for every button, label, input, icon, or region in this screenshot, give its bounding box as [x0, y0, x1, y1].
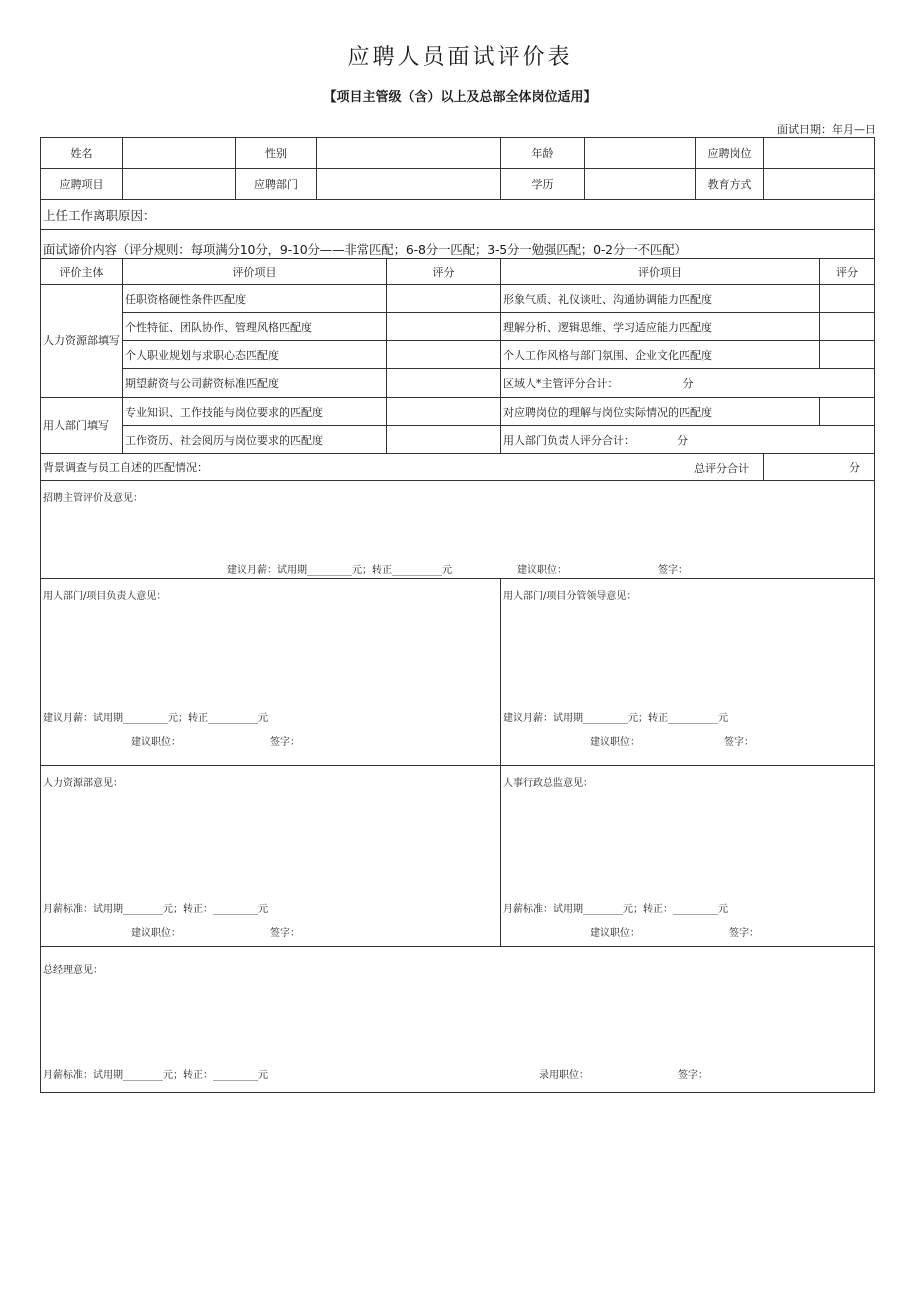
- hr-total-label: 区域人*主管评分合计：: [503, 377, 619, 390]
- header-score-right: 评分: [820, 259, 875, 285]
- hr-director-opinion[interactable]: [501, 766, 875, 947]
- hr-score-2[interactable]: [387, 313, 501, 341]
- dept-item-2: 工作资历、社会阅历与岗位要求的匹配度: [123, 426, 387, 454]
- hr-score-r2[interactable]: [820, 313, 875, 341]
- gm-opinion[interactable]: [41, 947, 875, 1093]
- dept-label: 应聘部门: [236, 169, 317, 200]
- evaluation-form: [40, 137, 875, 1093]
- dept-item-r1: 对应聘岗位的理解与岗位实际情况的匹配度: [501, 398, 820, 426]
- hr-score-3[interactable]: [387, 341, 501, 369]
- hr-item-4: 期望薪资与公司薪资标准匹配度: [123, 369, 387, 398]
- page-subtitle: 【项目主管级（含）以上及总部全体岗位适用】: [323, 90, 597, 105]
- header-item-left: 评价项目: [123, 259, 387, 285]
- hr-opinion-row: [41, 766, 875, 947]
- gm-sign: 签字：: [678, 1070, 708, 1081]
- hr-right-position: 建议职位：: [590, 928, 640, 939]
- hr-left-sign: 签字：: [270, 928, 300, 939]
- interview-date: 面试日期：年月—日: [777, 123, 876, 136]
- header-score-left: 评分: [387, 259, 501, 285]
- dept-right-salary: 建议月薪：试用期_________元；转正__________元: [503, 713, 728, 724]
- position-field[interactable]: [764, 138, 875, 169]
- dept-right-head: 用人部门/项目分管领导意见：: [503, 591, 637, 602]
- name-field[interactable]: [123, 138, 236, 169]
- edu-field[interactable]: [585, 169, 696, 200]
- project-label: 应聘项目: [41, 169, 123, 200]
- leave-reason-row: [41, 200, 875, 230]
- hr-score-4[interactable]: [387, 369, 501, 398]
- hr-right-sign: 签字：: [729, 928, 759, 939]
- recruit-position: 建议职位：: [517, 565, 567, 576]
- edu-label: 学历: [501, 169, 585, 200]
- hr-row-3: [41, 341, 875, 369]
- hr-right-head: 人事行政总监意见：: [503, 778, 593, 789]
- hr-score-r1[interactable]: [820, 285, 875, 313]
- leave-reason[interactable]: 上任工作离职原因：: [41, 200, 875, 230]
- hr-item-3: 个人职业规划与求职心态匹配度: [123, 341, 387, 369]
- dept-score-1[interactable]: [387, 398, 501, 426]
- project-field[interactable]: [123, 169, 236, 200]
- dept-leader-opinion[interactable]: [41, 579, 501, 766]
- gm-opinion-row: [41, 947, 875, 1093]
- recruit-salary: 建议月薪：试用期_________元；转正__________元: [227, 565, 452, 576]
- grand-total-label: 总评分合计: [694, 462, 749, 475]
- gender-field[interactable]: [317, 138, 501, 169]
- recruit-row: [41, 481, 875, 579]
- dept-total-unit: 分: [677, 433, 688, 447]
- recruit-opinion[interactable]: [41, 481, 875, 579]
- recruit-head: 招聘主管评价及意见：: [43, 493, 143, 504]
- background-row: [41, 454, 875, 481]
- recruit-sign: 签字：: [658, 565, 688, 576]
- dept-right-position: 建议职位：: [590, 737, 640, 748]
- basic-row-1: [41, 138, 875, 169]
- basic-row-2: [41, 169, 875, 200]
- hr-item-2: 个性特征、团队协作、管理风格匹配度: [123, 313, 387, 341]
- dept-right-sign: 签字：: [724, 737, 754, 748]
- hr-dept-opinion[interactable]: [41, 766, 501, 947]
- position-label: 应聘岗位: [696, 138, 764, 169]
- dept-score-2[interactable]: [387, 426, 501, 454]
- hr-score-r3[interactable]: [820, 341, 875, 369]
- hr-row-4: [41, 369, 875, 398]
- hr-section-label: 人力资源部填写: [41, 285, 123, 398]
- page-title: 应聘人员面试评价表: [347, 45, 573, 70]
- age-label: 年龄: [501, 138, 585, 169]
- hr-left-position: 建议职位：: [131, 928, 181, 939]
- gender-label: 性别: [236, 138, 317, 169]
- dept-left-sign: 签字：: [270, 737, 300, 748]
- hr-score-1[interactable]: [387, 285, 501, 313]
- header-item-right: 评价项目: [501, 259, 820, 285]
- background-cell: [41, 454, 764, 481]
- dept-left-head: 用人部门/项目负责人意见：: [43, 591, 167, 602]
- dept-left-position: 建议职位：: [131, 737, 181, 748]
- dept-total: [501, 426, 875, 454]
- dept-item-1: 专业知识、工作技能与岗位要求的匹配度: [123, 398, 387, 426]
- dept-manager-opinion[interactable]: [501, 579, 875, 766]
- hr-item-r1: 形象气质、礼仪谈吐、沟通协调能力匹配度: [501, 285, 820, 313]
- hr-item-r2: 理解分析、逻辑思维、学习适应能力匹配度: [501, 313, 820, 341]
- header-subject: 评价主体: [41, 259, 123, 285]
- hr-left-salary: 月薪标准：试用期________元；转正：_________元: [43, 904, 268, 915]
- dept-section-label: 用人部门填写: [41, 398, 123, 454]
- hr-row-1: [41, 285, 875, 313]
- gm-salary: 月薪标准：试用期________元；转正：_________元: [43, 1070, 268, 1081]
- criteria-row: [41, 230, 875, 259]
- background-label: 背景调查与员工自述的匹配情况：: [43, 461, 208, 474]
- hr-row-2: [41, 313, 875, 341]
- grand-total-unit[interactable]: 分: [764, 454, 875, 481]
- hr-total-unit: 分: [682, 377, 694, 390]
- dept-total-label: 用人部门负责人评分合计：: [503, 433, 635, 447]
- age-field[interactable]: [585, 138, 696, 169]
- dept-score-r1[interactable]: [820, 398, 875, 426]
- gm-head: 总经理意见：: [43, 965, 103, 976]
- hr-total: [501, 369, 875, 398]
- dept-left-salary: 建议月薪：试用期_________元；转正__________元: [43, 713, 268, 724]
- edu-mode-field[interactable]: [764, 169, 875, 200]
- hr-item-1: 任职资格硬性条件匹配度: [123, 285, 387, 313]
- dept-row-1: [41, 398, 875, 426]
- hr-right-salary: 月薪标准：试用期________元；转正：_________元: [503, 904, 728, 915]
- dept-row-2: [41, 426, 875, 454]
- hr-item-r3: 个人工作风格与部门氛围、企业文化匹配度: [501, 341, 820, 369]
- dept-field[interactable]: [317, 169, 501, 200]
- name-label: 姓名: [41, 138, 123, 169]
- gm-position: 录用职位：: [539, 1070, 589, 1081]
- header-row: [41, 259, 875, 285]
- edu-mode-label: 教育方式: [696, 169, 764, 200]
- hr-left-head: 人力资源部意见：: [43, 778, 123, 789]
- dept-opinion-row: [41, 579, 875, 766]
- criteria-text: 面试谛价内容（评分规则：每项满分10分，9-10分——非常匹配；6-8分一匹配；3-5分一勉强匹配；0-2分一不匹配）: [41, 230, 875, 259]
